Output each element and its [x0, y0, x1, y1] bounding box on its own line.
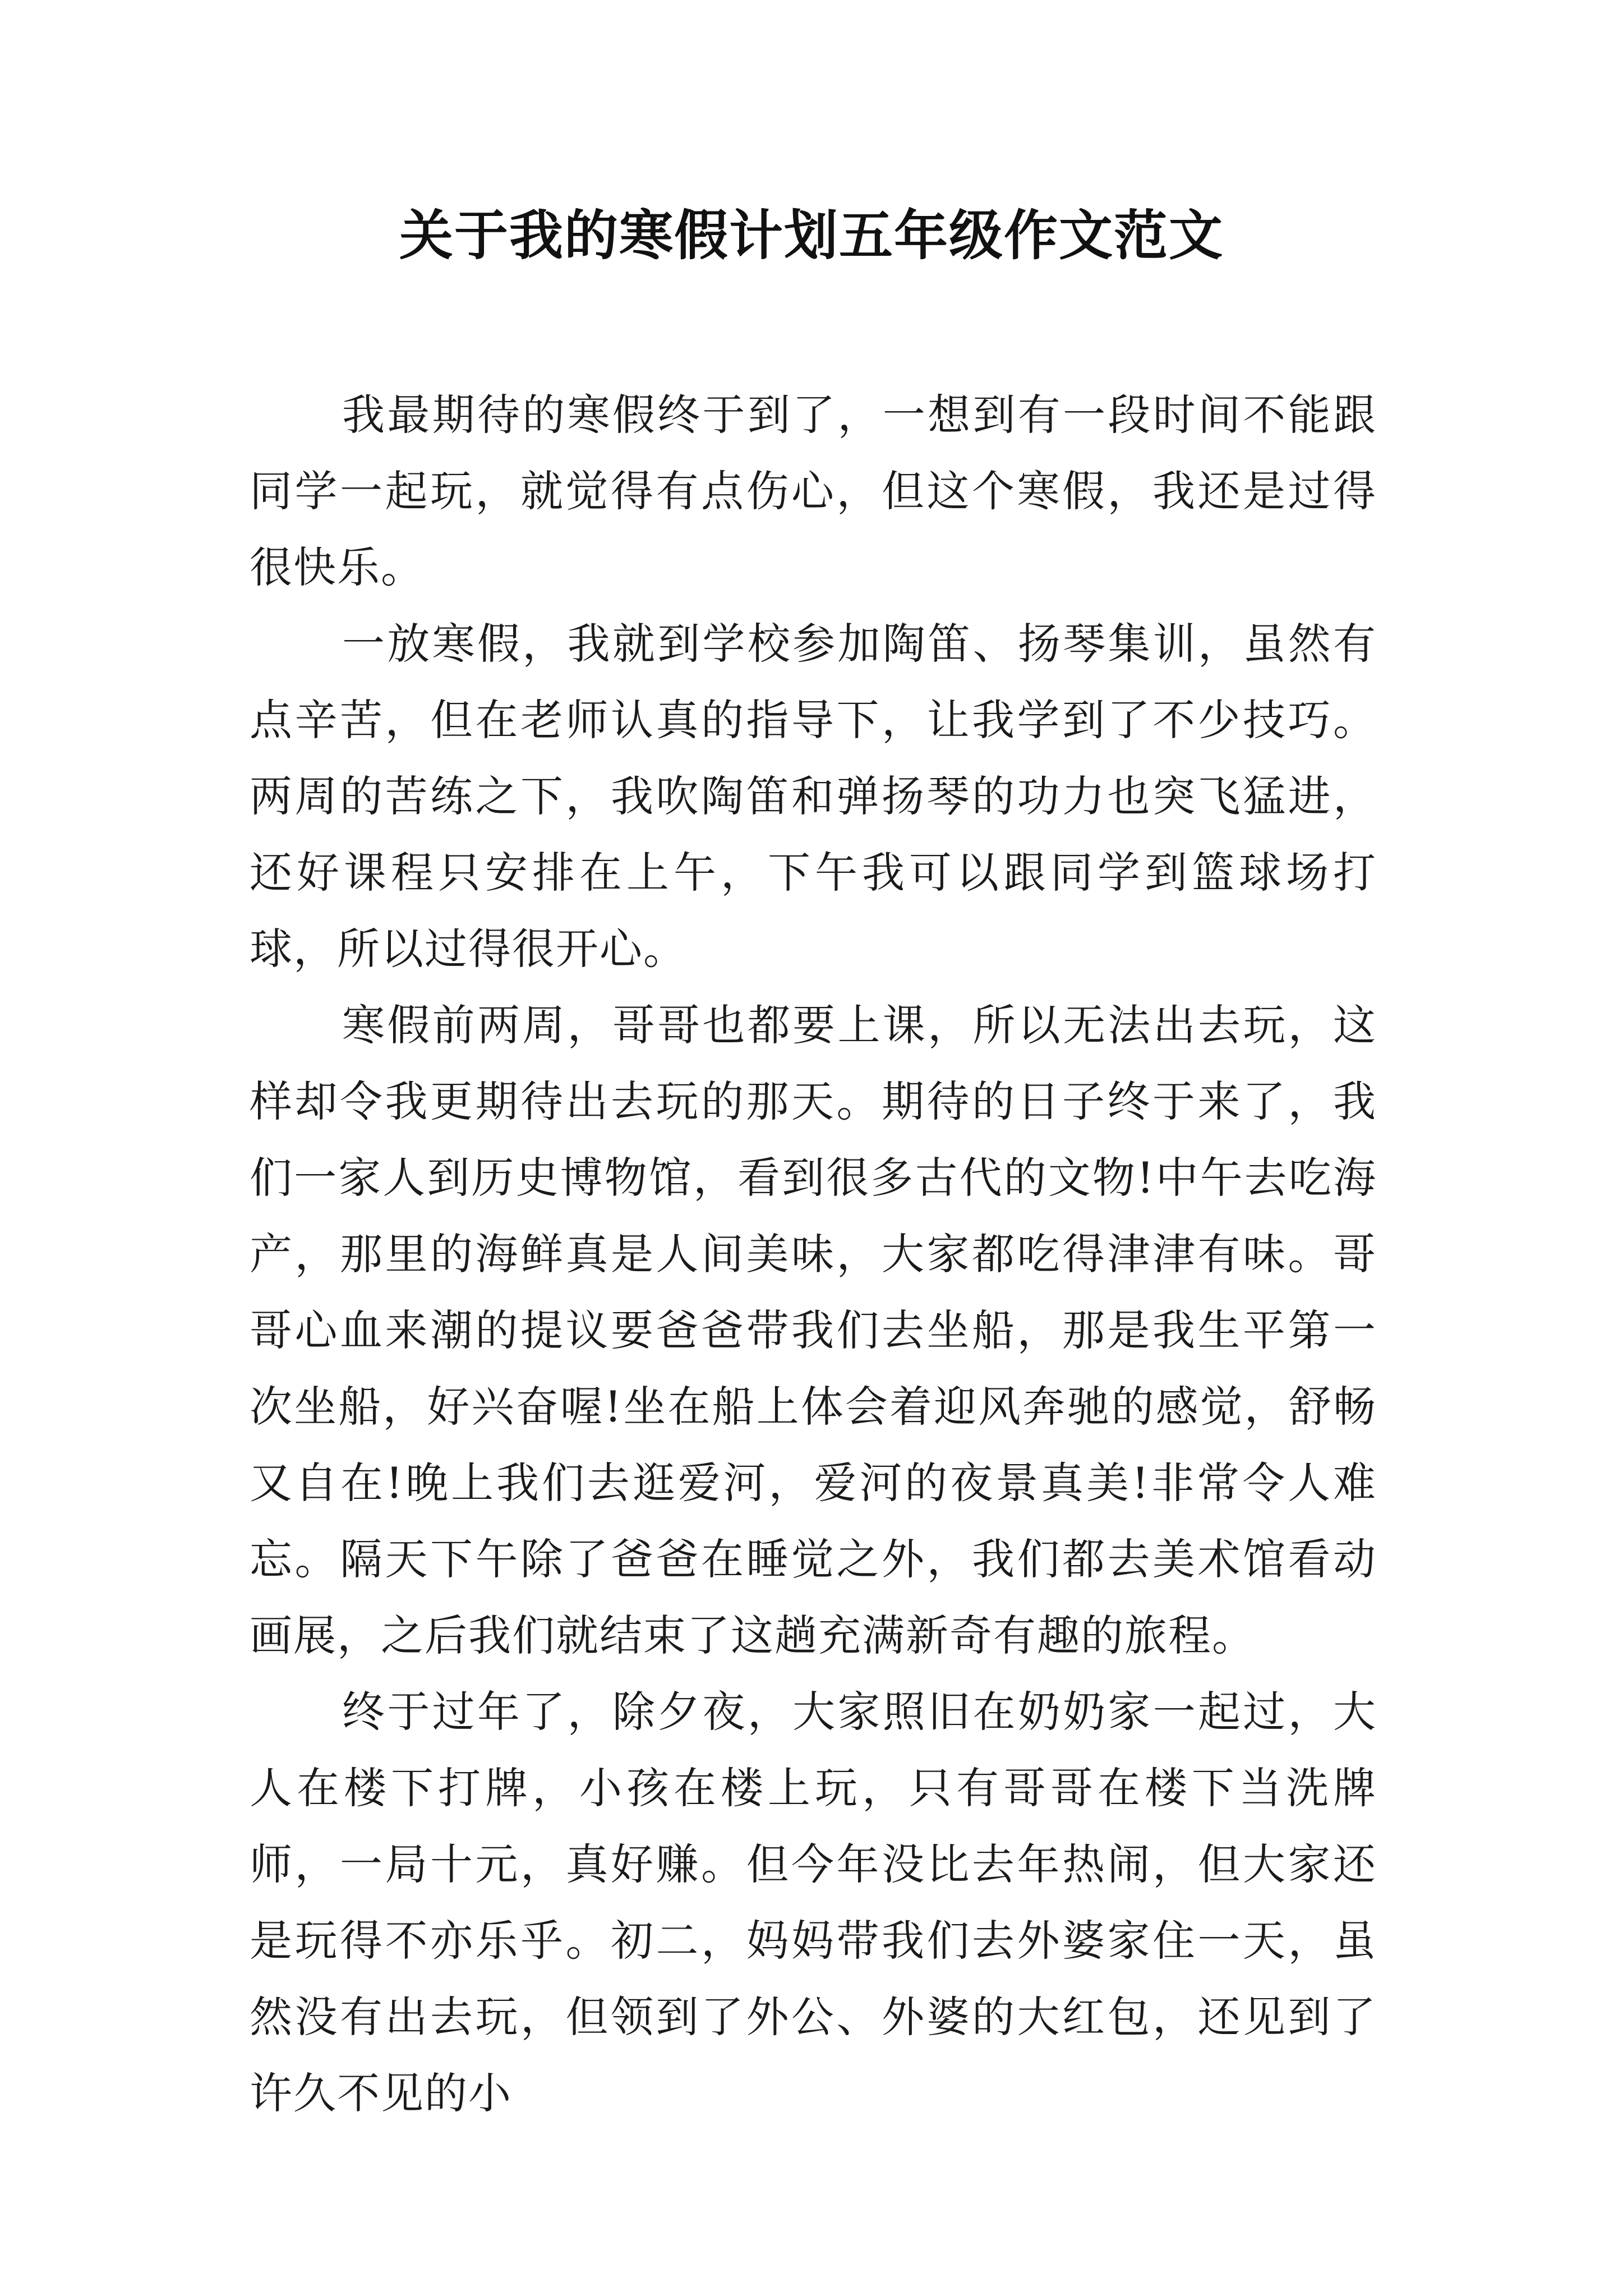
- paragraph-3: 寒假前两周，哥哥也都要上课，所以无法出去玩，这样却令我更期待出去玩的那天。期待的日子终于来了，我们一家人到历史博物馆，看到很多古代的文物!中午去吃海产，那里的海鲜真是人间美味，大家都吃得津津有味。哥哥心血来潮的提议要爸爸带我们去坐船，那是我生平第一次坐船，好兴奋喔!坐在船上体会着迎风奔驰的感觉，舒畅又自在!晚上我们去逛爱河，爱河的夜景真美!非常令人难忘。隔天下午除了爸爸在睡觉之外，我们都去美术馆看动画展，之后我们就结束了这趟充满新奇有趣的旅程。: [250, 1000, 1377, 1660]
- paragraph-2: 一放寒假，我就到学校参加陶笛、扬琴集训，虽然有点辛苦，但在老师认真的指导下，让我学到了不少技巧。两周的苦练之下，我吹陶笛和弹扬琴的功力也突飞猛进，还好课程只安排在上午，下午我可以跟同学到篮球场打球，所以过得很开心。: [250, 619, 1377, 974]
- document-body: [250, 377, 1377, 2132]
- document-title: 关于我的寒假计划五年级作文范文: [399, 204, 1224, 267]
- paragraph-1: 我最期待的寒假终于到了，一想到有一段时间不能跟同学一起玩，就觉得有点伤心，但这个寒假，我还是过得很快乐。: [250, 390, 1377, 592]
- paragraph-4: 终于过年了，除夕夜，大家照旧在奶奶家一起过，大人在楼下打牌，小孩在楼上玩，只有哥哥在楼下当洗牌师，一局十元，真好赚。但今年没比去年热闹，但大家还是玩得不亦乐乎。初二，妈妈带我们去外婆家住一天，虽然没有出去玩，但领到了外公、外婆的大红包，还见到了许久不见的小: [250, 1687, 1377, 2118]
